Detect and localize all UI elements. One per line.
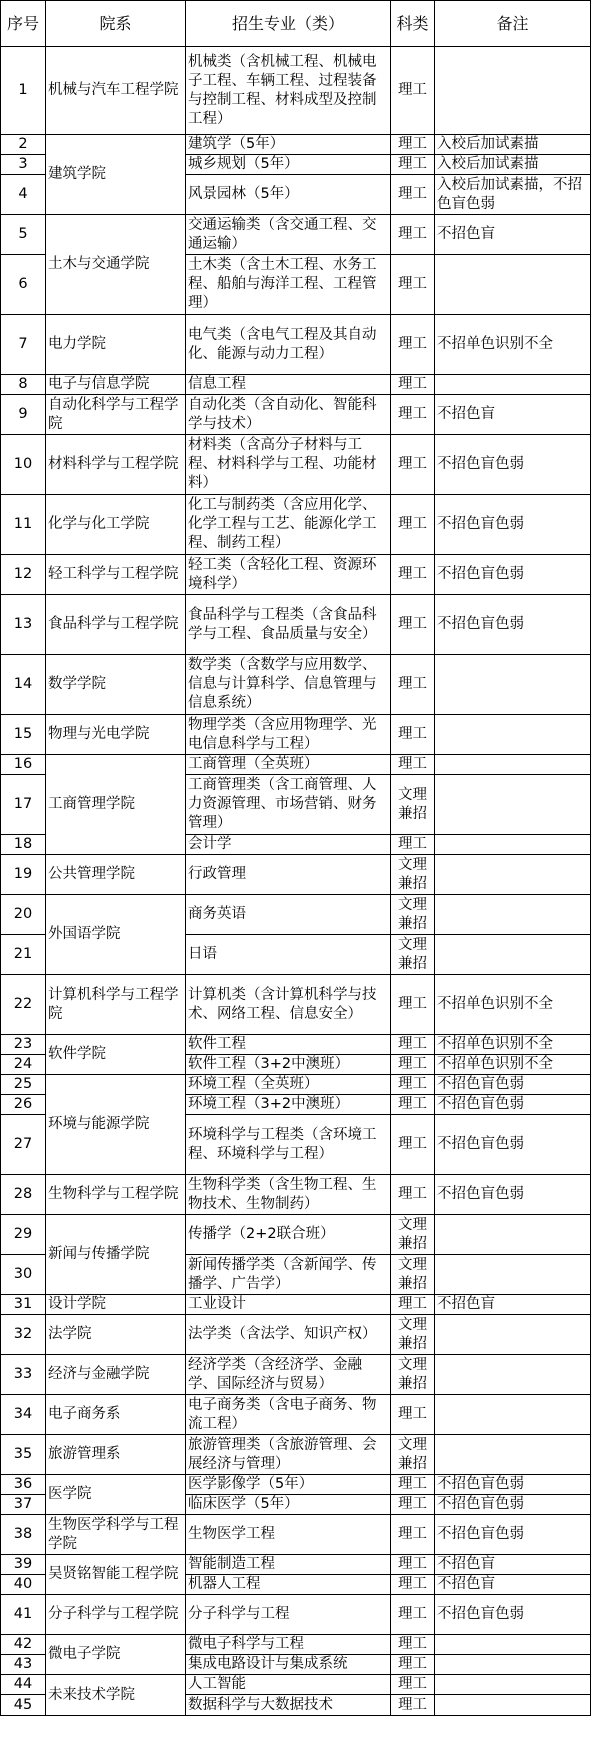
cell-subject: 文理兼招: [391, 855, 435, 895]
cell-subject: 理工: [391, 1695, 435, 1716]
cell-remark: 不招色盲色弱: [435, 1515, 591, 1555]
table-row: [1, 435, 591, 495]
cell-major: 数据科学与大数据技术: [186, 1695, 391, 1716]
cell-seq: 22: [1, 975, 46, 1035]
cell-seq: 11: [1, 495, 46, 555]
cell-college: 食品科学与工程学院: [46, 595, 186, 655]
cell-seq: 18: [1, 835, 46, 855]
table-row: [1, 495, 591, 555]
table-row: [1, 1595, 591, 1635]
cell-remark: [435, 47, 591, 135]
cell-major: 化工与制药类（含应用化学、化学工程与工艺、能源化学工程、制药工程）: [186, 495, 391, 555]
table-row: [1, 555, 591, 595]
cell-major: 电气类（含电气工程及其自动化、能源与动力工程）: [186, 315, 391, 375]
cell-remark: [435, 1355, 591, 1395]
header-remark: 备注: [435, 1, 591, 47]
table-row: [1, 975, 591, 1035]
cell-seq: 44: [1, 1675, 46, 1695]
cell-seq: 17: [1, 775, 46, 835]
cell-major: 电子商务类（含电子商务、物流工程）: [186, 1395, 391, 1435]
cell-subject: 理工: [391, 175, 435, 215]
cell-seq: 27: [1, 1115, 46, 1175]
cell-remark: [435, 1215, 591, 1255]
table-row: [1, 1315, 591, 1355]
cell-seq: 25: [1, 1075, 46, 1095]
cell-seq: 7: [1, 315, 46, 375]
table-row: [1, 1355, 591, 1395]
cell-seq: 31: [1, 1295, 46, 1315]
cell-college: 机械与汽车工程学院: [46, 47, 186, 135]
cell-college: 自动化科学与工程学院: [46, 395, 186, 435]
cell-remark: [435, 715, 591, 755]
cell-subject: 理工: [391, 375, 435, 395]
cell-major: 商务英语: [186, 895, 391, 935]
table-row: [1, 395, 591, 435]
cell-seq: 16: [1, 755, 46, 775]
cell-major: 材料类（含高分子材料与工程、材料科学与工程、功能材料）: [186, 435, 391, 495]
cell-major: 法学类（含法学、知识产权）: [186, 1315, 391, 1355]
cell-remark: 不招色盲色弱: [435, 595, 591, 655]
table-row: [1, 1035, 591, 1055]
cell-major: 信息工程: [186, 375, 391, 395]
cell-college: 电力学院: [46, 315, 186, 375]
cell-major: 工商管理（全英班）: [186, 755, 391, 775]
cell-remark: 不招单色识别不全: [435, 975, 591, 1035]
cell-major: 行政管理: [186, 855, 391, 895]
cell-college: 法学院: [46, 1315, 186, 1355]
cell-remark: 不招单色识别不全: [435, 315, 591, 375]
cell-major: 食品科学与工程类（含食品科学与工程、食品质量与安全）: [186, 595, 391, 655]
cell-remark: 不招色盲色弱: [435, 435, 591, 495]
cell-subject: 理工: [391, 135, 435, 155]
cell-subject: 理工: [391, 655, 435, 715]
table-row: [1, 855, 591, 895]
table-row: [1, 1395, 591, 1435]
cell-remark: [435, 1635, 591, 1655]
cell-subject: 理工: [391, 1515, 435, 1555]
table-row: [1, 375, 591, 395]
cell-remark: 不招色盲: [435, 1555, 591, 1575]
cell-major: 土木类（含土木工程、水务工程、船舶与海洋工程、工程管理）: [186, 255, 391, 315]
cell-remark: 入校后加试素描: [435, 135, 591, 155]
cell-college: 外国语学院: [46, 895, 186, 975]
cell-college: 数学学院: [46, 655, 186, 715]
cell-subject: 文理兼招: [391, 1215, 435, 1255]
cell-subject: 理工: [391, 555, 435, 595]
cell-remark: [435, 1315, 591, 1355]
cell-major: 经济学类（含经济学、金融学、国际经济与贸易）: [186, 1355, 391, 1395]
cell-remark: [435, 375, 591, 395]
cell-college: 生物医学科学与工程学院: [46, 1515, 186, 1555]
cell-seq: 1: [1, 47, 46, 135]
cell-major: 机械类（含机械工程、机械电子工程、车辆工程、过程装备与控制工程、材料成型及控制工程）: [186, 47, 391, 135]
cell-subject: 文理兼招: [391, 1355, 435, 1395]
cell-seq: 26: [1, 1095, 46, 1115]
cell-seq: 2: [1, 135, 46, 155]
cell-remark: 不招色盲色弱: [435, 1475, 591, 1495]
cell-college: 软件学院: [46, 1035, 186, 1075]
cell-college: 工商管理学院: [46, 755, 186, 855]
cell-major: 新闻传播学类（含新闻学、传播学、广告学）: [186, 1255, 391, 1295]
cell-college: 公共管理学院: [46, 855, 186, 895]
cell-major: 会计学: [186, 835, 391, 855]
table-row: [1, 1675, 591, 1695]
cell-seq: 41: [1, 1595, 46, 1635]
cell-subject: 理工: [391, 1115, 435, 1175]
cell-major: 机器人工程: [186, 1575, 391, 1595]
cell-major: 分子科学与工程: [186, 1595, 391, 1635]
cell-subject: 理工: [391, 47, 435, 135]
cell-subject: 理工: [391, 1495, 435, 1515]
table-row: [1, 1295, 591, 1315]
cell-subject: 理工: [391, 1295, 435, 1315]
cell-subject: 文理兼招: [391, 935, 435, 975]
header-seq: 序号: [1, 1, 46, 47]
cell-seq: 30: [1, 1255, 46, 1295]
cell-subject: 理工: [391, 395, 435, 435]
table-row: [1, 1075, 591, 1095]
cell-seq: 6: [1, 255, 46, 315]
cell-subject: 理工: [391, 1555, 435, 1575]
cell-remark: 不招色盲色弱: [435, 1095, 591, 1115]
cell-subject: 理工: [391, 315, 435, 375]
table-row: [1, 215, 591, 255]
cell-major: 轻工类（含轻化工程、资源环境科学）: [186, 555, 391, 595]
cell-remark: [435, 1255, 591, 1295]
table-row: [1, 47, 591, 135]
cell-seq: 10: [1, 435, 46, 495]
cell-subject: 理工: [391, 755, 435, 775]
cell-remark: [435, 755, 591, 775]
cell-subject: 理工: [391, 495, 435, 555]
cell-seq: 33: [1, 1355, 46, 1395]
table-row: [1, 655, 591, 715]
table-row: [1, 135, 591, 155]
header-subject: 科类: [391, 1, 435, 47]
table-row: [1, 1215, 591, 1255]
cell-major: 软件工程（3+2中澳班）: [186, 1055, 391, 1075]
cell-seq: 37: [1, 1495, 46, 1515]
cell-subject: 文理兼招: [391, 775, 435, 835]
cell-subject: 理工: [391, 595, 435, 655]
cell-college: 环境与能源学院: [46, 1075, 186, 1175]
cell-seq: 43: [1, 1655, 46, 1675]
cell-major: 工业设计: [186, 1295, 391, 1315]
cell-subject: 理工: [391, 715, 435, 755]
cell-major: 数学类（含数学与应用数学、信息与计算科学、信息管理与信息系统）: [186, 655, 391, 715]
cell-college: 新闻与传播学院: [46, 1215, 186, 1295]
cell-remark: [435, 1395, 591, 1435]
cell-subject: 理工: [391, 215, 435, 255]
cell-seq: 39: [1, 1555, 46, 1575]
cell-seq: 29: [1, 1215, 46, 1255]
table-row: [1, 1515, 591, 1555]
cell-subject: 理工: [391, 1475, 435, 1495]
cell-seq: 4: [1, 175, 46, 215]
cell-subject: 文理兼招: [391, 1315, 435, 1355]
cell-remark: 不招色盲色弱: [435, 1175, 591, 1215]
cell-seq: 13: [1, 595, 46, 655]
cell-subject: 理工: [391, 1175, 435, 1215]
cell-seq: 42: [1, 1635, 46, 1655]
cell-seq: 5: [1, 215, 46, 255]
cell-remark: [435, 855, 591, 895]
cell-college: 计算机科学与工程学院: [46, 975, 186, 1035]
cell-major: 医学影像学（5年）: [186, 1475, 391, 1495]
cell-college: 微电子学院: [46, 1635, 186, 1675]
table-header-row: [1, 1, 591, 47]
cell-college: 经济与金融学院: [46, 1355, 186, 1395]
cell-subject: 理工: [391, 1095, 435, 1115]
cell-major: 传播学（2+2联合班）: [186, 1215, 391, 1255]
cell-subject: 理工: [391, 1395, 435, 1435]
cell-subject: 文理兼招: [391, 1435, 435, 1475]
cell-seq: 35: [1, 1435, 46, 1475]
table-row: [1, 895, 591, 935]
cell-subject: 理工: [391, 1575, 435, 1595]
cell-remark: 不招色盲: [435, 395, 591, 435]
cell-college: 旅游管理系: [46, 1435, 186, 1475]
table-row: [1, 1555, 591, 1575]
cell-major: 自动化类（含自动化、智能科学与技术）: [186, 395, 391, 435]
cell-subject: 文理兼招: [391, 1255, 435, 1295]
cell-seq: 8: [1, 375, 46, 395]
cell-seq: 19: [1, 855, 46, 895]
cell-major: 临床医学（5年）: [186, 1495, 391, 1515]
cell-major: 微电子科学与工程: [186, 1635, 391, 1655]
cell-major: 旅游管理类（含旅游管理、会展经济与管理）: [186, 1435, 391, 1475]
cell-major: 计算机类（含计算机科学与技术、网络工程、信息安全）: [186, 975, 391, 1035]
cell-seq: 20: [1, 895, 46, 935]
cell-remark: 不招色盲色弱: [435, 1115, 591, 1175]
cell-college: 土木与交通学院: [46, 215, 186, 315]
header-college: 院系: [46, 1, 186, 47]
cell-seq: 45: [1, 1695, 46, 1716]
cell-seq: 28: [1, 1175, 46, 1215]
cell-seq: 14: [1, 655, 46, 715]
table-row: [1, 1635, 591, 1655]
cell-college: 电子商务系: [46, 1395, 186, 1435]
cell-college: 轻工科学与工程学院: [46, 555, 186, 595]
cell-remark: 不招色盲: [435, 1575, 591, 1595]
cell-seq: 38: [1, 1515, 46, 1555]
cell-college: 未来技术学院: [46, 1675, 186, 1716]
cell-major: 生物科学类（含生物工程、生物技术、生物制药）: [186, 1175, 391, 1215]
cell-remark: 不招单色识别不全: [435, 1055, 591, 1075]
cell-college: 化学与化工学院: [46, 495, 186, 555]
cell-remark: [435, 255, 591, 315]
cell-subject: 理工: [391, 155, 435, 175]
table-row: [1, 315, 591, 375]
cell-subject: 理工: [391, 435, 435, 495]
cell-seq: 23: [1, 1035, 46, 1055]
cell-remark: 不招色盲色弱: [435, 495, 591, 555]
cell-subject: 理工: [391, 1675, 435, 1695]
cell-major: 环境科学与工程类（含环境工程、环境科学与工程）: [186, 1115, 391, 1175]
cell-college: 医学院: [46, 1475, 186, 1515]
table-row: [1, 595, 591, 655]
cell-remark: [435, 835, 591, 855]
cell-seq: 32: [1, 1315, 46, 1355]
cell-remark: 不招色盲色弱: [435, 555, 591, 595]
cell-college: 分子科学与工程学院: [46, 1595, 186, 1635]
cell-college: 吴贤铭智能工程学院: [46, 1555, 186, 1595]
header-major: 招生专业（类）: [186, 1, 391, 47]
cell-seq: 36: [1, 1475, 46, 1495]
cell-subject: 理工: [391, 975, 435, 1035]
cell-seq: 21: [1, 935, 46, 975]
cell-seq: 24: [1, 1055, 46, 1075]
cell-remark: 不招色盲色弱: [435, 1595, 591, 1635]
table-row: [1, 755, 591, 775]
cell-major: 物理学类（含应用物理学、光电信息科学与工程）: [186, 715, 391, 755]
cell-major: 软件工程: [186, 1035, 391, 1055]
cell-college: 电子与信息学院: [46, 375, 186, 395]
cell-major: 环境工程（3+2中澳班）: [186, 1095, 391, 1115]
cell-subject: 理工: [391, 1595, 435, 1635]
cell-remark: [435, 935, 591, 975]
cell-remark: [435, 895, 591, 935]
cell-major: 智能制造工程: [186, 1555, 391, 1575]
cell-subject: 理工: [391, 1035, 435, 1055]
cell-college: 材料科学与工程学院: [46, 435, 186, 495]
cell-remark: 入校后加试素描，不招色盲色弱: [435, 175, 591, 215]
cell-subject: 理工: [391, 1635, 435, 1655]
cell-major: 环境工程（全英班）: [186, 1075, 391, 1095]
table-row: [1, 1175, 591, 1215]
cell-major: 生物医学工程: [186, 1515, 391, 1555]
table-row: [1, 1435, 591, 1475]
cell-major: 交通运输类（含交通工程、交通运输）: [186, 215, 391, 255]
cell-seq: 9: [1, 395, 46, 435]
cell-remark: [435, 1435, 591, 1475]
cell-seq: 12: [1, 555, 46, 595]
cell-remark: 不招色盲色弱: [435, 1075, 591, 1095]
cell-subject: 理工: [391, 1655, 435, 1675]
cell-major: 工商管理类（含工商管理、人力资源管理、市场营销、财务管理）: [186, 775, 391, 835]
cell-major: 城乡规划（5年）: [186, 155, 391, 175]
cell-remark: [435, 1675, 591, 1695]
cell-major: 人工智能: [186, 1675, 391, 1695]
cell-remark: [435, 1655, 591, 1675]
cell-college: 设计学院: [46, 1295, 186, 1315]
cell-seq: 34: [1, 1395, 46, 1435]
cell-college: 生物科学与工程学院: [46, 1175, 186, 1215]
table-body: [1, 47, 591, 1716]
cell-subject: 理工: [391, 255, 435, 315]
cell-major: 建筑学（5年）: [186, 135, 391, 155]
table-row: [1, 715, 591, 755]
table-row: [1, 1475, 591, 1495]
cell-subject: 理工: [391, 1075, 435, 1095]
cell-college: 物理与光电学院: [46, 715, 186, 755]
cell-seq: 3: [1, 155, 46, 175]
cell-remark: 不招单色识别不全: [435, 1035, 591, 1055]
cell-remark: [435, 775, 591, 835]
cell-subject: 文理兼招: [391, 895, 435, 935]
cell-remark: [435, 655, 591, 715]
cell-college: 建筑学院: [46, 135, 186, 215]
cell-subject: 理工: [391, 1055, 435, 1075]
cell-remark: 不招色盲: [435, 1295, 591, 1315]
cell-seq: 15: [1, 715, 46, 755]
cell-remark: 不招色盲色弱: [435, 1495, 591, 1515]
cell-remark: [435, 1695, 591, 1716]
cell-seq: 40: [1, 1575, 46, 1595]
cell-major: 集成电路设计与集成系统: [186, 1655, 391, 1675]
cell-major: 风景园林（5年）: [186, 175, 391, 215]
cell-remark: 不招色盲: [435, 215, 591, 255]
cell-remark: 入校后加试素描: [435, 155, 591, 175]
cell-major: 日语: [186, 935, 391, 975]
cell-subject: 理工: [391, 835, 435, 855]
